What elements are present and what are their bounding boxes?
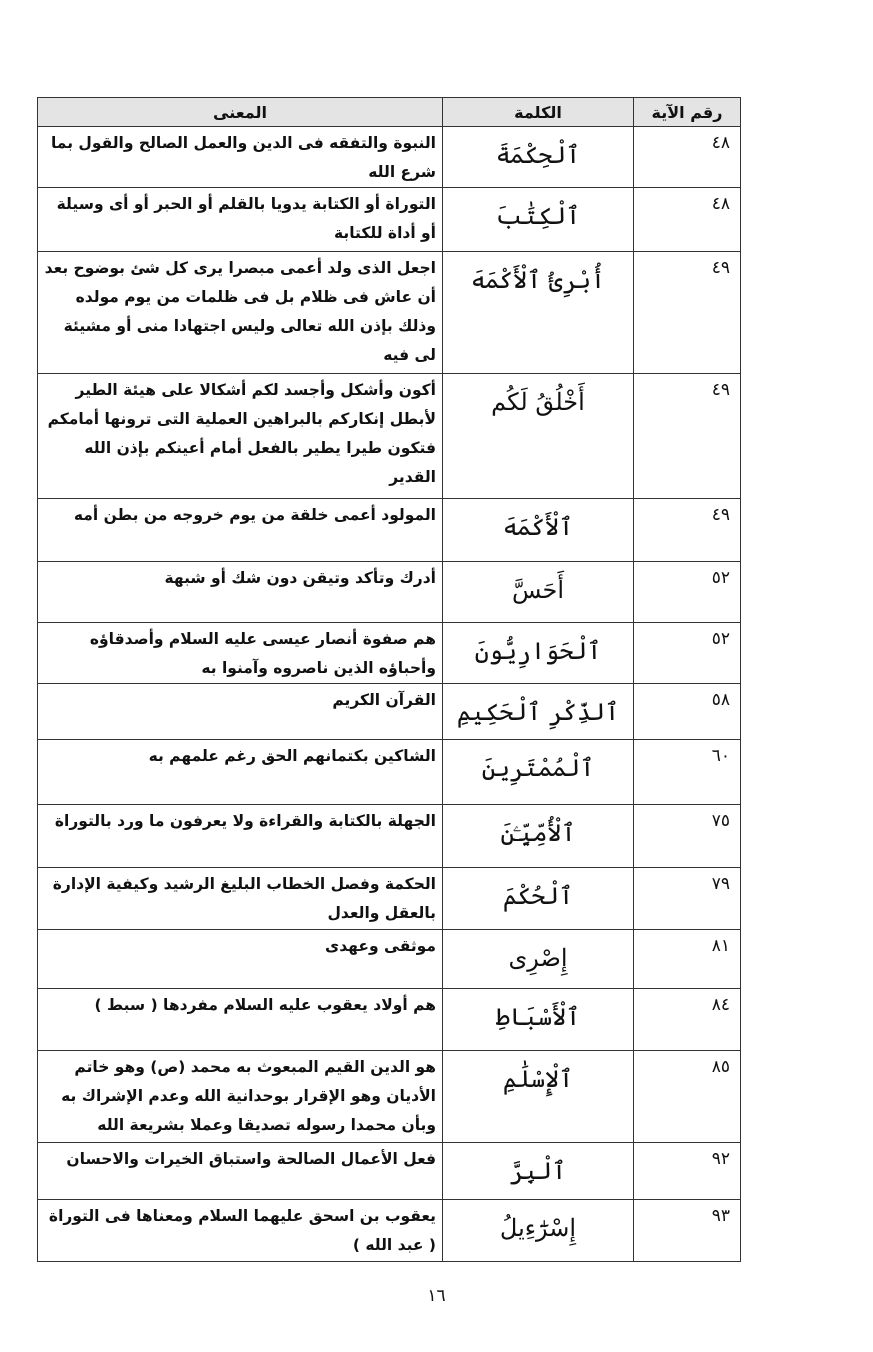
quran-word: ٱلْكِتَٰبَ	[443, 188, 634, 252]
word-meaning: الشاكين بكتمانهم الحق رغم علمهم به	[38, 740, 443, 805]
word-meaning: هم صفوة أنصار عيسى عليه السلام وأصدقاؤه وأحباؤه الذين ناصروه وآمنوا به	[38, 623, 443, 684]
vocabulary-table	[37, 97, 741, 1262]
word-meaning: القرآن الكريم	[38, 684, 443, 740]
ayah-number: ٥٨	[634, 684, 741, 740]
table-row	[38, 374, 741, 499]
table-row	[38, 623, 741, 684]
table-row	[38, 930, 741, 989]
table-row	[38, 740, 741, 805]
ayah-number: ٩٣	[634, 1200, 741, 1262]
page-number: ١٦	[427, 1286, 446, 1306]
table-row	[38, 868, 741, 930]
header-meaning: المعنى	[38, 98, 443, 127]
ayah-number: ٨٤	[634, 989, 741, 1051]
ayah-number: ٧٥	[634, 805, 741, 868]
word-meaning: أدرك وتأكد وتيقن دون شك أو شبهة	[38, 562, 443, 623]
quran-word: أُبْرِئُ ٱلْأَكْمَهَ	[443, 252, 634, 374]
word-meaning: التوراة أو الكتابة يدويا بالقلم أو الحبر أو أى وسيلة أو أداة للكتابة	[38, 188, 443, 252]
ayah-number: ٩٢	[634, 1143, 741, 1200]
word-meaning: أكون وأشكل وأجسد لكم أشكالا على هيئة الطير لأبطل إنكاركم بالبراهين العملية التى ترونها أمامكم فتكون طيرا يطير بالفعل أمام أعينكم بإذن الله القدير	[38, 374, 443, 499]
quran-word: ٱلْأَسْبَاطِ	[443, 989, 634, 1051]
ayah-number: ٨١	[634, 930, 741, 989]
table-row	[38, 252, 741, 374]
word-meaning: الجهلة بالكتابة والقراءة ولا يعرفون ما ورد بالتوراة	[38, 805, 443, 868]
word-meaning: هو الدين القيم المبعوث به محمد (ص) وهو خاتم الأديان وهو الإقرار بوحدانية الله وعدم الإشراك به وبأن محمدا رسوله تصديقا وعملا بشريعة الله	[38, 1051, 443, 1143]
word-meaning: هم أولاد يعقوب عليه السلام مفردها ( سبط )	[38, 989, 443, 1051]
quran-word: إِسْرَٰٓءِيلُ	[443, 1200, 634, 1262]
quran-word: أَحَسَّ	[443, 562, 634, 623]
quran-word: ٱلْحَوَارِيُّونَ	[443, 623, 634, 684]
table-row	[38, 805, 741, 868]
ayah-number: ٧٩	[634, 868, 741, 930]
ayah-number: ٨٥	[634, 1051, 741, 1143]
quran-word: ٱلْحُكْمَ	[443, 868, 634, 930]
word-meaning: فعل الأعمال الصالحة واستباق الخيرات والاحسان	[38, 1143, 443, 1200]
ayah-number: ٥٢	[634, 562, 741, 623]
ayah-number: ٦٠	[634, 740, 741, 805]
table-row	[38, 1051, 741, 1143]
word-meaning: يعقوب بن اسحق عليهما السلام ومعناها فى التوراة ( عبد الله )	[38, 1200, 443, 1262]
quran-word: أَخْلُقُ لَكُم	[443, 374, 634, 499]
word-meaning: المولود أعمى خلقة من يوم خروجه من بطن أمه	[38, 499, 443, 562]
table-row	[38, 188, 741, 252]
ayah-number: ٤٩	[634, 499, 741, 562]
table-row	[38, 1200, 741, 1262]
quran-word: ٱلْأَكْمَهَ	[443, 499, 634, 562]
word-meaning: النبوة والتفقه فى الدين والعمل الصالح والقول بما شرع الله	[38, 127, 443, 188]
ayah-number: ٤٩	[634, 374, 741, 499]
ayah-number: ٤٩	[634, 252, 741, 374]
ayah-number: ٥٢	[634, 623, 741, 684]
quran-word: ٱلْبِرَّ	[443, 1143, 634, 1200]
table-row	[38, 684, 741, 740]
table-row	[38, 1143, 741, 1200]
quran-word: ٱلْإِسْلَٰمِ	[443, 1051, 634, 1143]
table-row	[38, 127, 741, 188]
word-meaning: اجعل الذى ولد أعمى مبصرا يرى كل شئ بوضوح بعد أن عاش فى ظلام بل فى ظلمات من يوم مولده وذلك بإذن الله تعالى وليس اجتهادا منى أو مشيئة لى فيه	[38, 252, 443, 374]
table-row	[38, 562, 741, 623]
quran-word: ٱلْحِكْمَةَ	[443, 127, 634, 188]
table-row	[38, 499, 741, 562]
ayah-number: ٤٨	[634, 188, 741, 252]
quran-word: ٱلْمُمْتَرِينَ	[443, 740, 634, 805]
quran-word: ٱلْأُمِّيِّـۧنَ	[443, 805, 634, 868]
word-meaning: الحكمة وفصل الخطاب البليغ الرشيد وكيفية الإدارة بالعقل والعدل	[38, 868, 443, 930]
header-ayah-number: رقم الآية	[634, 98, 741, 127]
table-header-row	[38, 98, 741, 127]
quran-word: ٱلذِّكْرِ ٱلْحَكِيمِ	[443, 684, 634, 740]
table-row	[38, 989, 741, 1051]
quran-word: إِصْرِى	[443, 930, 634, 989]
ayah-number: ٤٨	[634, 127, 741, 188]
word-meaning: موثقى وعهدى	[38, 930, 443, 989]
header-word: الكلمة	[443, 98, 634, 127]
